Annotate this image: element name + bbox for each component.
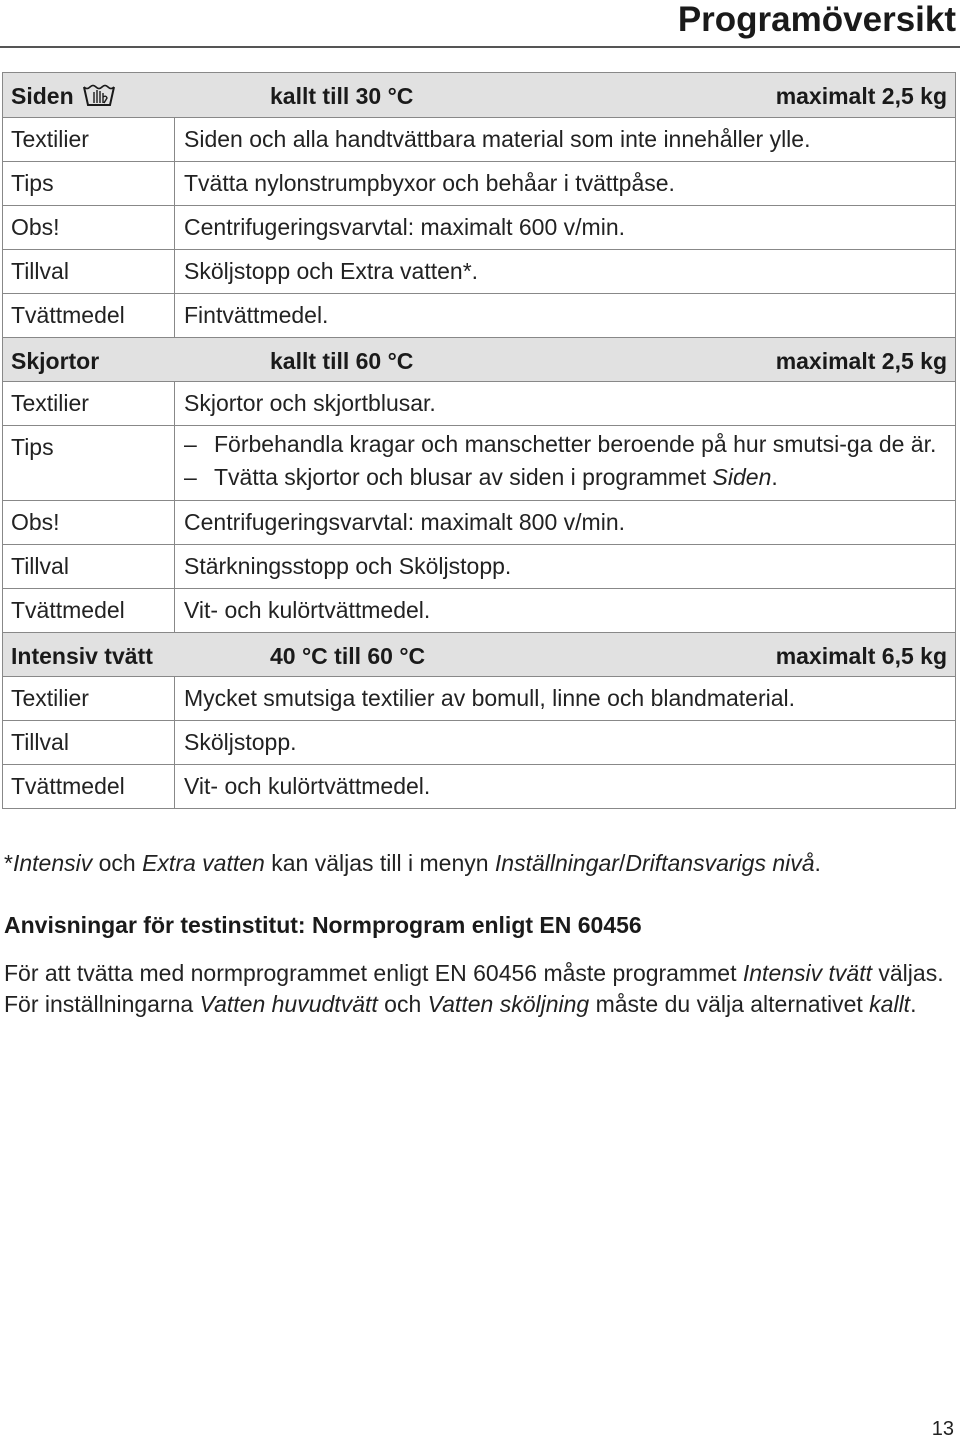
row-label: Tillval	[3, 250, 175, 293]
row-value: Vit- och kulörtvättmedel.	[184, 773, 431, 799]
table-row	[3, 500, 955, 544]
table-row	[3, 293, 955, 337]
row-label: Textilier	[3, 118, 175, 161]
hand-wash-icon	[82, 83, 116, 109]
program-max-load: maximalt 6,5 kg	[775, 643, 947, 669]
program-temperature: kallt till 30 °C	[270, 83, 414, 109]
program-temperature: 40 °C till 60 °C	[270, 643, 426, 669]
row-value: Skjortor och skjortblusar.	[184, 390, 436, 416]
row-value: Centrifugeringsvarvtal: maximalt 800 v/min.	[184, 509, 625, 535]
table-row	[3, 720, 955, 764]
table-row	[3, 425, 955, 500]
row-label: Obs!	[3, 501, 175, 544]
table-row	[3, 249, 955, 293]
program-name: Siden	[11, 83, 74, 109]
program-max-load: maximalt 2,5 kg	[775, 348, 947, 374]
program-table	[2, 72, 956, 809]
program-temperature: kallt till 60 °C	[270, 348, 414, 374]
page-title: Programöversikt	[677, 0, 956, 39]
table-row	[3, 117, 955, 161]
program-header-skjortor	[3, 337, 955, 381]
row-label: Tips	[3, 426, 175, 500]
program-max-load: maximalt 2,5 kg	[775, 83, 947, 109]
row-value: Sköljstopp.	[184, 729, 297, 755]
row-label: Tvättmedel	[3, 589, 175, 632]
table-row	[3, 676, 955, 720]
table-row	[3, 588, 955, 632]
footnote: *Intensiv och Extra vatten kan väljas till i menyn Inställningar/Driftansvarigs nivå.	[4, 850, 821, 876]
row-label: Textilier	[3, 677, 175, 720]
row-label: Textilier	[3, 382, 175, 425]
row-label: Tips	[3, 162, 175, 205]
row-value: Stärkningsstopp och Sköljstopp.	[184, 553, 512, 579]
row-value: Fintvättmedel.	[184, 302, 329, 328]
table-row	[3, 764, 955, 808]
section-paragraph: För att tvätta med normprogrammet enligt EN 60456 måste programmet Intensiv tvätt väljas. För inställningarna Vatten huvudtvätt och Vatten sköljning måste du välja alternativet kallt.	[4, 960, 944, 1017]
row-value: Centrifugeringsvarvtal: maximalt 600 v/min.	[184, 214, 625, 240]
table-row	[3, 544, 955, 588]
row-label: Tillval	[3, 545, 175, 588]
page-number: 13	[931, 1418, 954, 1440]
program-header-intensiv-tvatt	[3, 632, 955, 676]
row-label: Tvättmedel	[3, 765, 175, 808]
section-heading: Anvisningar för testinstitut: Normprogram enligt EN 60456	[4, 912, 642, 938]
page-header	[0, 0, 960, 46]
tips-list	[184, 428, 947, 494]
row-label: Obs!	[3, 206, 175, 249]
tip-item: – Tvätta skjortor och blusar av siden i programmet Siden.	[184, 461, 947, 494]
program-name: Skjortor	[11, 348, 100, 374]
row-value: Vit- och kulörtvättmedel.	[184, 597, 431, 623]
table-row	[3, 381, 955, 425]
tip-item: – Förbehandla kragar och manschetter beroende på hur smutsi-ga de är.	[184, 428, 947, 461]
header-rule	[0, 46, 960, 48]
row-value: Mycket smutsiga textilier av bomull, linne och blandmaterial.	[184, 685, 796, 711]
row-value: Tvätta nylonstrumpbyxor och behåar i tvättpåse.	[184, 170, 675, 196]
program-header-siden	[3, 73, 955, 117]
row-value: Siden och alla handtvättbara material som inte innehåller ylle.	[184, 126, 811, 152]
table-row	[3, 205, 955, 249]
program-name: Intensiv tvätt	[11, 643, 153, 669]
table-row	[3, 161, 955, 205]
row-value	[175, 426, 955, 500]
row-label: Tillval	[3, 721, 175, 764]
row-label: Tvättmedel	[3, 294, 175, 337]
row-value: Sköljstopp och Extra vatten*.	[184, 258, 479, 284]
